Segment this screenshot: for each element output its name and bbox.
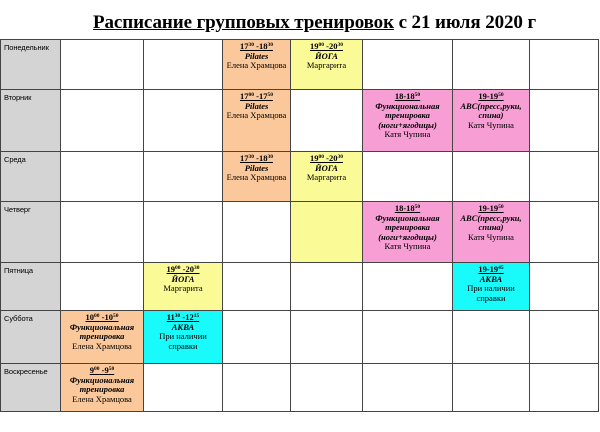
empty-cell [363, 364, 453, 412]
schedule-table [0, 39, 599, 412]
empty-cell [223, 364, 291, 412]
day-label-sunday: Воскресенье [1, 364, 61, 412]
empty-cell [61, 263, 144, 311]
session-trainer: При наличии справки [467, 283, 515, 303]
page-title [93, 12, 536, 34]
session-trainer: Елена Храмцова [226, 110, 287, 121]
session-name: АКВА [479, 273, 503, 284]
session-time: $19-19^{50}$ [478, 203, 504, 213]
session-cell[interactable] [363, 90, 453, 152]
day-label-monday: Понедельник [1, 40, 61, 90]
empty-cell [61, 152, 144, 202]
schedule-sheet [0, 39, 600, 412]
day-label-wednesday: Среда [1, 152, 61, 202]
session-trainer: Маргарита [306, 60, 347, 71]
session-trainer: Елена Храмцова [226, 60, 287, 71]
empty-cell [144, 364, 223, 412]
empty-cell [144, 40, 223, 90]
session-name: АКВА [171, 321, 195, 332]
session-time: $19^{00}$ $-20^{30}$ [166, 264, 200, 274]
session-trainer: Катя Чупина [468, 231, 514, 242]
empty-cell [291, 311, 363, 364]
empty-cell [530, 90, 599, 152]
empty-cell [530, 311, 599, 364]
session-cell[interactable] [453, 202, 530, 263]
session-name: Pilates [244, 100, 269, 111]
title-lead: Расписание групповых тренировок [93, 12, 394, 33]
session-cell[interactable] [144, 263, 223, 311]
empty-cell [530, 364, 599, 412]
table-row [1, 152, 599, 202]
table-row [1, 202, 599, 263]
empty-cell [144, 90, 223, 152]
empty-cell [291, 263, 363, 311]
session-trainer: Катя Чупина [468, 119, 514, 130]
empty-cell [530, 152, 599, 202]
empty-cell [61, 40, 144, 90]
session-name: ABC(пресс,руки, спина) [460, 100, 522, 121]
empty-cell [363, 40, 453, 90]
session-time: $17^{30}$ $-18^{30}$ [240, 153, 273, 163]
session-cell[interactable] [363, 202, 453, 263]
day-label-saturday: Суббота [1, 311, 61, 364]
session-trainer: Катя Чупина [384, 241, 431, 252]
session-time: $10^{00}$ $-10^{50}$ [85, 312, 119, 322]
session-name: Функциональная тренировка (ноги+ягодицы) [375, 100, 440, 130]
session-cell[interactable] [61, 311, 144, 364]
session-time: $11^{30}$ $-12^{15}$ [166, 312, 200, 322]
session-trainer: Елена Храмцова [226, 172, 287, 183]
empty-cell [363, 152, 453, 202]
empty-cell [223, 202, 291, 263]
session-trainer: Елена Храмцова [72, 393, 132, 404]
empty-cell [144, 202, 223, 263]
empty-cell [61, 90, 144, 152]
empty-cell [144, 152, 223, 202]
session-cell[interactable] [291, 152, 363, 202]
empty-cell [61, 202, 144, 263]
session-cell[interactable] [223, 152, 291, 202]
session-cell[interactable] [453, 90, 530, 152]
day-label-thursday: Четверг [1, 202, 61, 263]
session-time: $9^{00}$ $-9^{50}$ [89, 365, 115, 375]
empty-cell [291, 90, 363, 152]
table-row [1, 364, 599, 412]
session-cell[interactable] [61, 364, 144, 412]
session-name: ЙОГА [171, 273, 195, 284]
empty-cell [453, 311, 530, 364]
empty-cell [223, 263, 291, 311]
empty-cell [291, 202, 363, 263]
empty-cell [530, 40, 599, 90]
empty-cell [530, 202, 599, 263]
empty-cell [530, 263, 599, 311]
table-row [1, 263, 599, 311]
session-name: Функциональная тренировка [69, 374, 135, 395]
empty-cell [363, 263, 453, 311]
session-time: $17^{00}$ $-17^{50}$ [240, 91, 273, 101]
empty-cell [453, 152, 530, 202]
session-name: ЙОГА [315, 50, 338, 61]
session-name: Функциональная тренировка [69, 321, 135, 342]
session-trainer: При наличии справки [159, 331, 207, 351]
session-cell[interactable] [144, 311, 223, 364]
session-cell[interactable] [223, 40, 291, 90]
session-trainer: Маргарита [163, 283, 203, 294]
table-row [1, 40, 599, 90]
session-trainer: Катя Чупина [384, 129, 431, 140]
session-time: $18-18^{50}$ [394, 91, 421, 101]
title-rest: с 21 июля 2020 г [398, 12, 536, 33]
empty-cell [453, 40, 530, 90]
session-time: $18-18^{50}$ [394, 203, 421, 213]
session-trainer: Елена Храмцова [72, 340, 132, 351]
session-time: $19^{00}$ $-20^{30}$ [310, 41, 343, 51]
session-name: Pilates [244, 162, 269, 173]
table-row [1, 90, 599, 152]
session-cell[interactable] [453, 263, 530, 311]
empty-cell [223, 311, 291, 364]
day-label-friday: Пятница [1, 263, 61, 311]
session-cell[interactable] [291, 40, 363, 90]
session-trainer: Маргарита [306, 172, 347, 183]
session-time: $19-19^{50}$ [478, 91, 504, 101]
session-time: $17^{30}$ $-18^{30}$ [240, 41, 273, 51]
empty-cell [453, 364, 530, 412]
day-label-tuesday: Вторник [1, 90, 61, 152]
session-name: ABC(пресс,руки, спина) [460, 212, 522, 233]
session-time: $19^{00}$ $-20^{30}$ [310, 153, 343, 163]
session-name: Функциональная тренировка (ноги+ягодицы) [375, 212, 440, 242]
session-time: $19-19^{45}$ [478, 264, 504, 274]
empty-cell [363, 311, 453, 364]
table-row [1, 311, 599, 364]
empty-cell [291, 364, 363, 412]
session-name: Pilates [244, 50, 269, 61]
session-name: ЙОГА [315, 162, 338, 173]
session-cell[interactable] [223, 90, 291, 152]
